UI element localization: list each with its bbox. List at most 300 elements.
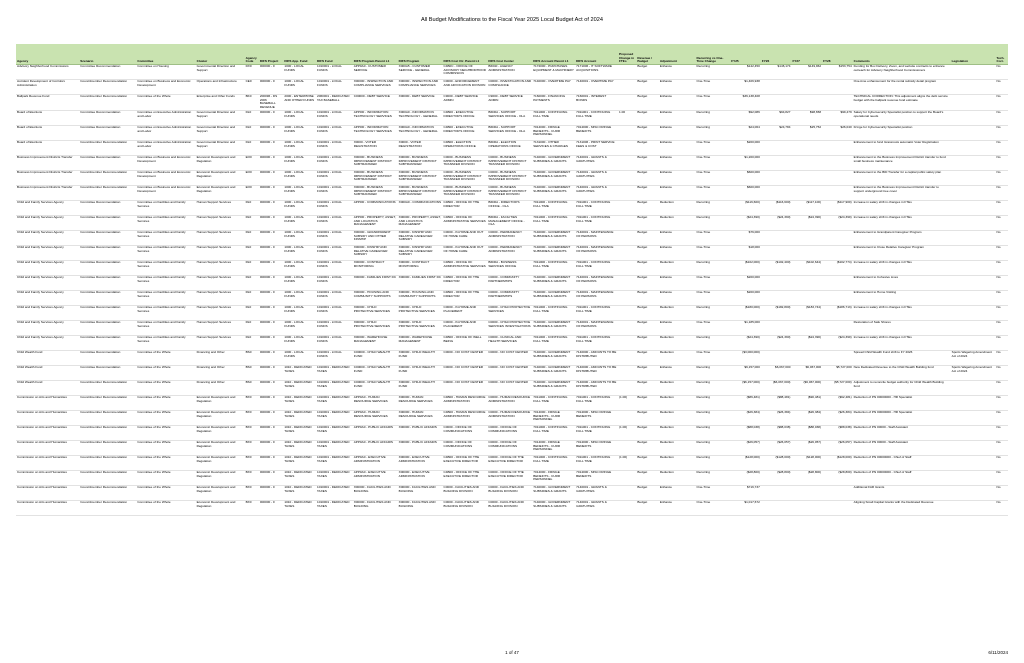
- table-cell: 7140000 - GOVERNMENT SUBSIDIES & GRANTS: [532, 365, 575, 380]
- table-cell: APP0A0 - HUMAN RESOURCE SERVICES: [353, 410, 398, 425]
- table-cell: Committee Recommendation: [79, 335, 136, 350]
- table-cell: [951, 440, 996, 455]
- table-cell: ($24,390): [791, 335, 822, 350]
- budget-table: [16, 44, 1008, 516]
- table-cell: [822, 80, 853, 95]
- table-cell: RL0: [245, 290, 259, 305]
- table-cell: ($6,157,000): [730, 380, 761, 395]
- table-cell: Increase in salary shift in changes in FTEs: [853, 215, 951, 230]
- table-cell: Child and Family Services Agency: [16, 215, 79, 230]
- table-cell: [822, 500, 853, 515]
- table-cell: Board of Elections: [16, 110, 79, 125]
- table-cell: [618, 305, 636, 320]
- table-cell: Human Support Services: [196, 305, 245, 320]
- table-cell: Budget: [636, 155, 658, 170]
- table-cell: 7140001 - OVERTIME PAY: [575, 80, 618, 95]
- table-cell: Enhance: [659, 170, 696, 185]
- table-row: [16, 110, 1008, 125]
- table-cell: 000000 - 0: [259, 65, 283, 80]
- column-header: Agency: [16, 44, 79, 65]
- table-cell: Budget: [636, 500, 658, 515]
- table-cell: [822, 170, 853, 185]
- table-cell: ($116,600): [761, 200, 792, 215]
- table-cell: Commission on Arts and Humanities: [16, 485, 79, 500]
- table-cell: [951, 485, 996, 500]
- table-cell: Child and Family Services Agency: [16, 275, 79, 290]
- table-cell: X00000 - CONTRACT MONITORING: [353, 260, 398, 275]
- table-row: [16, 230, 1008, 245]
- table-cell: $200,000: [730, 275, 761, 290]
- table-cell: 1010001 - LOCAL FUNDS: [316, 320, 353, 335]
- table-cell: EO0: [245, 185, 259, 200]
- table-cell: 7011000 - CONTINUING FULL TIME: [532, 425, 575, 440]
- table-cell: $5,727,000: [822, 365, 853, 380]
- table-cell: Child Wealth Fund: [16, 350, 79, 365]
- table-cell: Committee on Business and Economic Development: [136, 155, 195, 170]
- table-cell: No: [996, 260, 1008, 275]
- table-cell: One-Time: [696, 245, 731, 260]
- table-cell: 1010001 - DEDICATED TAXES: [316, 440, 353, 455]
- table-cell: APP0A0 - PUBLIC AFFAIRS: [353, 440, 398, 455]
- table-cell: X00000 - BUSINESS IMPROVEMENT DISTRICT SUBTRANSFER: [398, 155, 443, 170]
- table-cell: ($5,727,000): [822, 380, 853, 395]
- table-cell: Operations and Infrastructure: [196, 80, 245, 95]
- table-cell: C4B00 - OFFICE OF ADMINISTRATIVE SERVICES: [443, 215, 488, 230]
- table-cell: ($3,000,000): [730, 350, 761, 365]
- table-cell: Councilmember Recommendation: [79, 485, 136, 500]
- table-cell: [822, 155, 853, 170]
- table-cell: 7140000 - GOVERNMENT SUBSIDIES & GRANTS: [532, 170, 575, 185]
- table-cell: Governmental Direction and Support: [196, 125, 245, 140]
- table-cell: No: [996, 215, 1008, 230]
- table-cell: Enhancement to Home Visiting: [853, 290, 951, 305]
- table-cell: Economic Development and Regulation: [196, 395, 245, 410]
- table-cell: 1000 - LOCAL FUNDS: [283, 155, 316, 170]
- table-cell: Reduction of PN 00000 - Staff Assistant: [853, 425, 951, 440]
- table-cell: [822, 320, 853, 335]
- table-cell: Child and Family Services Agency: [16, 200, 79, 215]
- table-cell: Committee on Facilities and Family Services: [136, 275, 195, 290]
- table-cell: 1000 - LOCAL FUNDS: [283, 140, 316, 155]
- table-cell: Committee Recommendation: [79, 260, 136, 275]
- table-cell: 1000 - LOCAL FUNDS: [283, 275, 316, 290]
- table-cell: $1,200,000: [730, 155, 761, 170]
- table-cell: ($92,481): [822, 395, 853, 410]
- table-cell: C0000 - INVESTIGATION AND COMPLIANCE: [487, 80, 532, 95]
- table-cell: Board of Elections: [16, 140, 79, 155]
- table-cell: 1010001 - LOCAL FUNDS: [316, 335, 353, 350]
- table-cell: BX0: [245, 470, 259, 485]
- table-cell: No: [996, 350, 1008, 365]
- table-cell: 000000 - 0: [259, 200, 283, 215]
- table-cell: [791, 275, 822, 290]
- table-cell: 000000 - 0: [259, 425, 283, 440]
- table-cell: Enhance: [659, 125, 696, 140]
- table-cell: One-Time: [696, 80, 731, 95]
- table-cell: C0000 - NO COST CENTER: [487, 365, 532, 380]
- table-cell: X00000 - CHILD PROTECTIVE SERVICES: [353, 305, 398, 320]
- table-cell: Enhance: [659, 110, 696, 125]
- table-cell: Enhance: [659, 230, 696, 245]
- table-cell: ($102,774): [822, 260, 853, 275]
- table-cell: ($88,038): [761, 425, 792, 440]
- table-cell: [618, 275, 636, 290]
- table-cell: 000000 - 0: [259, 215, 283, 230]
- table-cell: $26,040: [822, 125, 853, 140]
- table-cell: ($88,038): [791, 425, 822, 440]
- table-cell: Committee on Facilities and Family Services: [136, 245, 195, 260]
- table-cell: [791, 170, 822, 185]
- table-row: [16, 80, 1008, 95]
- table-cell: 7171006 - IT SOFTWARE ACQUISITIONS: [575, 65, 618, 80]
- table-cell: Budget: [636, 245, 658, 260]
- table-cell: Committee Recommendation: [79, 215, 136, 230]
- table-row: [16, 335, 1008, 350]
- table-cell: EO0: [245, 170, 259, 185]
- table-cell: Budget: [636, 395, 658, 410]
- table-cell: 1010001 - LOCAL FUNDS: [316, 230, 353, 245]
- table-cell: Committee on Facilities and Family Services: [136, 290, 195, 305]
- table-row: [16, 425, 1008, 440]
- table-cell: C0000 - BUSINESS IMPROVEMENT DISTRICT TRANSFER DIVISION: [443, 155, 488, 170]
- table-cell: ($26,384): [761, 410, 792, 425]
- table-cell: B6040 - AGENCY ADMINISTRATION: [487, 65, 532, 80]
- table-cell: Budget: [636, 440, 658, 455]
- table-cell: 000000 - 0: [259, 395, 283, 410]
- table-cell: Fringe for Cybersecurity Specialist position: [853, 125, 951, 140]
- table-cell: [761, 95, 792, 111]
- table-cell: One-Time: [696, 140, 731, 155]
- table-cell: C0000 - OFFICE OF THE EXECUTIVE DIRECTOR: [487, 470, 532, 485]
- table-cell: Adjustment to reconcile budget authority for Child Wealth Building fund: [853, 380, 951, 395]
- table-cell: Budget: [636, 125, 658, 140]
- table-cell: Councilmember Recommendation: [79, 170, 136, 185]
- table-cell: X00000 - KINSHIP AND RELATIVE CAREGIVER SUBSIDY: [398, 230, 443, 245]
- table-cell: [618, 245, 636, 260]
- column-header: FY28: [822, 44, 853, 65]
- table-cell: [951, 185, 996, 200]
- column-header: Tech. Corr.: [996, 44, 1008, 65]
- table-cell: ($180,000): [730, 305, 761, 320]
- table-cell: BS0: [245, 365, 259, 380]
- table-cell: Committee Recommendation: [79, 110, 136, 125]
- table-cell: [791, 140, 822, 155]
- table-cell: C0000 - NO COST CENTER: [443, 380, 488, 395]
- table-cell: 7011001 - CONTINUING FULL TIME: [575, 335, 618, 350]
- table-cell: 1000 - LOCAL FUNDS: [283, 290, 316, 305]
- table-cell: Economic Development and Regulation: [196, 170, 245, 185]
- table-cell: [618, 380, 636, 395]
- table-cell: Budget: [636, 455, 658, 470]
- table-cell: Commission on Arts and Humanities: [16, 440, 79, 455]
- table-cell: Committee of the Whole: [136, 440, 195, 455]
- table-row: [16, 95, 1008, 111]
- table-cell: [791, 80, 822, 95]
- table-cell: Committee on Facilities and Family Services: [136, 200, 195, 215]
- table-cell: 7014000 - MISC FRINGE BENEFITS: [575, 410, 618, 425]
- table-cell: 7011000 - CONTINUING FULL TIME: [532, 260, 575, 275]
- table-cell: Enhancement to the Business Improvement District transfer to support underground tree cover: [853, 185, 951, 200]
- table-cell: [618, 350, 636, 365]
- table-row: [16, 350, 1008, 365]
- table-cell: Recurring: [696, 425, 731, 440]
- table-cell: Commission on Arts and Humanities: [16, 410, 79, 425]
- table-cell: Budget: [636, 365, 658, 380]
- table-cell: APP0I0 - INFORMATION TECHNOLOGY SERVICES: [353, 110, 398, 125]
- table-cell: BS0: [245, 380, 259, 395]
- table-cell: [761, 185, 792, 200]
- table-cell: Budget: [636, 380, 658, 395]
- table-cell: Recurring: [696, 455, 731, 470]
- table-cell: 7011001 - CONTINUING FULL TIME: [575, 455, 618, 470]
- table-row: [16, 260, 1008, 275]
- table-cell: $1,406,938: [730, 80, 761, 95]
- table-cell: 1010001 - LOCAL FUNDS: [316, 110, 353, 125]
- table-cell: No: [996, 170, 1008, 185]
- table-cell: 7131000 - OTHER SERVICES & CHARGES: [532, 140, 575, 155]
- table-cell: 7140000 - GOVERNMENT SUBSIDIES & GRANTS: [532, 350, 575, 365]
- table-cell: Additional FAR Grants: [853, 485, 951, 500]
- table-cell: $716,737: [730, 485, 761, 500]
- table-cell: [791, 290, 822, 305]
- table-cell: [761, 320, 792, 335]
- table-cell: Human Support Services: [196, 200, 245, 215]
- table-cell: Enhancement to Cohesive Lives: [853, 275, 951, 290]
- table-cell: Budget: [636, 275, 658, 290]
- table-row: [16, 245, 1008, 260]
- table-cell: Recurring: [696, 305, 731, 320]
- table-cell: C4B00 - OFFICE OF THE EXECUTIVE DIRECTOR: [443, 470, 488, 485]
- table-cell: ($28,800): [791, 470, 822, 485]
- table-cell: 1010001 - DEDICATED TAXES: [316, 410, 353, 425]
- table-cell: No: [996, 395, 1008, 410]
- table-cell: Committee Recommendation: [79, 365, 136, 380]
- table-cell: $98,658: [791, 110, 822, 125]
- table-cell: [951, 275, 996, 290]
- table-cell: 000000 - 0: [259, 335, 283, 350]
- table-cell: Commission on Arts and Humanities: [16, 500, 79, 515]
- table-cell: Councilmember Recommendation: [79, 500, 136, 515]
- table-cell: Board of Elections: [16, 125, 79, 140]
- table-row: [16, 275, 1008, 290]
- table-cell: [791, 350, 822, 365]
- table-cell: [822, 290, 853, 305]
- table-cell: 1010 - DEDICATED TAXES: [283, 440, 316, 455]
- table-cell: [618, 140, 636, 155]
- table-cell: Budget: [636, 305, 658, 320]
- table-cell: $24,784: [761, 125, 792, 140]
- table-row: [16, 455, 1008, 470]
- column-header: Proposed Change in FTEs: [618, 44, 636, 65]
- table-cell: Committee of the Whole: [136, 455, 195, 470]
- table-cell: Budget: [636, 200, 658, 215]
- table-cell: 1000 - LOCAL FUNDS: [283, 230, 316, 245]
- table-cell: Child and Family Services Agency: [16, 305, 79, 320]
- column-header: DIFS Account: [575, 44, 618, 65]
- table-cell: 1010001 - DEDICATED TAXES: [316, 500, 353, 515]
- table-cell: 7140000 - GOVERNMENT SUBSIDIES & GRANTS: [532, 155, 575, 170]
- table-cell: Reduction: [659, 305, 696, 320]
- table-cell: X00000 - CHILD WEALTH FUND: [398, 350, 443, 365]
- column-header: FY25: [730, 44, 761, 65]
- table-cell: ($117,900): [822, 200, 853, 215]
- table-cell: 7011000 - CONTINUING FULL TIME: [532, 395, 575, 410]
- table-cell: [761, 500, 792, 515]
- table-cell: X00000 - INSPECTION AND COMPLIANCE SERVICES: [353, 80, 398, 95]
- table-cell: X00000 - DEBT SERVICE: [398, 95, 443, 111]
- table-cell: No: [996, 245, 1008, 260]
- table-cell: X00000 - FAMILIES FIRST DC: [353, 275, 398, 290]
- table-cell: $18,000: [730, 245, 761, 260]
- table-cell: 200096 - DS 2006 BASEBALL REVENUE: [259, 95, 283, 111]
- table-cell: 7011000 - CONTINUING FULL TIME: [532, 305, 575, 320]
- table-cell: [791, 320, 822, 335]
- table-cell: 7011001 - CONTINUING FULL TIME: [575, 395, 618, 410]
- table-cell: C4B00 - ELECTION OPERATIONS OFFICE: [443, 140, 488, 155]
- table-cell: C0000 - OFFICE OF COMMUNICATIONS: [443, 440, 488, 455]
- table-cell: Committee on Facilities and Family Services: [136, 230, 195, 245]
- table-cell: RL0: [245, 275, 259, 290]
- table-cell: C4B00 - OFFICE OF ADMINISTRATIVE SERVICES: [443, 260, 488, 275]
- table-cell: Financing and Other: [196, 380, 245, 395]
- table-cell: 7011000 - CONTINUING FULL TIME: [532, 455, 575, 470]
- table-cell: No: [996, 200, 1008, 215]
- table-cell: [618, 215, 636, 230]
- table-cell: [951, 380, 996, 395]
- table-cell: X00000 - HUMAN RESOURCE SERVICES: [398, 410, 443, 425]
- table-cell: Ballpark Revenue Fund: [16, 95, 79, 111]
- table-cell: 000000 - 0: [259, 410, 283, 425]
- table-cell: Spread Child Wealth Fund shift to FY 2026: [853, 350, 951, 365]
- table-cell: X00000 - FACILITIES AND BUILDING: [353, 485, 398, 500]
- table-cell: C0000 - CLINICAL AND HEALTH SERVICES: [487, 335, 532, 350]
- table-cell: [822, 140, 853, 155]
- table-cell: 7160001 - INTEREST BONDS: [575, 95, 618, 111]
- table-cell: 1000 - LOCAL FUNDS: [283, 170, 316, 185]
- table-cell: [761, 290, 792, 305]
- table-cell: Budget: [636, 320, 658, 335]
- table-cell: C0000 - OFFICE OF COMMUNICATIONS: [487, 425, 532, 440]
- table-cell: 1010 - DEDICATED TAXES: [283, 365, 316, 380]
- table-cell: ($28,800): [761, 470, 792, 485]
- table-cell: B6D0A - DIRECTOR'S OFFICE - OLA: [487, 200, 532, 215]
- table-cell: Enhancement to Grandparent Caregiver Program: [853, 230, 951, 245]
- table-cell: 7140000 - GOVERNMENT SUBSIDIES & GRANTS: [532, 185, 575, 200]
- table-cell: One-Time: [696, 155, 731, 170]
- table-cell: Committee on Facilities and Family Services: [136, 335, 195, 350]
- table-cell: 000000 - 0: [259, 230, 283, 245]
- table-cell: One-Time: [696, 350, 731, 365]
- table-cell: Committee of the Whole: [136, 470, 195, 485]
- table-cell: X00000 - PUBLIC AFFAIRS: [398, 440, 443, 455]
- table-cell: 000000 - 0: [259, 500, 283, 515]
- table-cell: [951, 500, 996, 515]
- table-cell: 1000 - LOCAL FUNDS: [283, 245, 316, 260]
- table-cell: 1010001 - LOCAL FUNDS: [316, 65, 353, 80]
- column-header: DIFS Account Parent L1: [532, 44, 575, 65]
- table-cell: [951, 395, 996, 410]
- table-cell: [951, 200, 996, 215]
- table-cell: CE0: [245, 80, 259, 95]
- table-cell: 1010 - DEDICATED TAXES: [283, 500, 316, 515]
- table-cell: ($102,000): [730, 260, 761, 275]
- table-cell: BX0: [245, 455, 259, 470]
- table-cell: C0000 - FACILITIES AND BUILDING DIVISION: [443, 485, 488, 500]
- table-cell: Human Support Services: [196, 230, 245, 245]
- table-cell: Committee of the Whole: [136, 350, 195, 365]
- table-cell: Reduction: [659, 395, 696, 410]
- table-cell: Reduction: [659, 410, 696, 425]
- table-cell: [951, 95, 996, 111]
- table-cell: [618, 410, 636, 425]
- table-row: [16, 215, 1008, 230]
- column-header: FY26: [761, 44, 792, 65]
- table-cell: X00000 - FACILITIES AND BUILDING: [398, 485, 443, 500]
- column-header: DIFS Cost Center: [487, 44, 532, 65]
- table-cell: 1000 - LOCAL FUNDS: [283, 350, 316, 365]
- table-cell: Committee Recommendation: [79, 305, 136, 320]
- table-cell: C0000 - FACILITIES AND BUILDING DIVISION: [487, 500, 532, 515]
- table-cell: Reduction of PN 00000000 - HR Specialist: [853, 410, 951, 425]
- table-cell: C0000 - OFFICE OF THE EXECUTIVE DIRECTOR: [487, 455, 532, 470]
- table-cell: $99,479: [822, 110, 853, 125]
- table-cell: X00000 - CONTRACT MONITORING: [398, 260, 443, 275]
- table-cell: X00000 - BUSINESS IMPROVEMENT DISTRICT SUBTRANSFER: [353, 155, 398, 170]
- table-cell: 7011001 - CONTINUING FULL TIME: [575, 425, 618, 440]
- table-cell: 7011001 - CONTINUING FULL TIME: [575, 305, 618, 320]
- table-cell: C00000 - DEBT SERVICE: [353, 95, 398, 111]
- table-cell: [618, 320, 636, 335]
- table-cell: BX0: [245, 425, 259, 440]
- table-cell: [618, 125, 636, 140]
- table-cell: No: [996, 185, 1008, 200]
- column-header: Cluster: [196, 44, 245, 65]
- table-cell: No: [996, 410, 1008, 425]
- table-cell: 000000 - 0: [259, 365, 283, 380]
- table-cell: [761, 155, 792, 170]
- table-cell: Economic Development and Regulation: [196, 470, 245, 485]
- table-cell: C0000 - BUSINESS IMPROVEMENT DISTRICT TRANSFER DIVISION: [487, 170, 532, 185]
- table-cell: X00000 - HUMAN RESOURCE SERVICES: [398, 395, 443, 410]
- table-cell: Committee of the Whole: [136, 485, 195, 500]
- table-cell: Reduction: [659, 200, 696, 215]
- table-cell: 000000 - 0: [259, 110, 283, 125]
- table-cell: Councilmember Recommendation: [79, 470, 136, 485]
- table-cell: C00000 - CHILD WEALTH FUND: [353, 350, 398, 365]
- table-cell: 000000 - 0: [259, 155, 283, 170]
- table-cell: DL0: [245, 140, 259, 155]
- table-cell: Recurring: [696, 410, 731, 425]
- table-cell: Economic Development and Regulation: [196, 185, 245, 200]
- table-cell: [761, 80, 792, 95]
- table-cell: X00000 - GRANDPARENT SUBSIDY AND OTHER KINSHIP: [353, 230, 398, 245]
- table-cell: C00000 - CHILD WEALTH FUND: [353, 380, 398, 395]
- table-row: [16, 395, 1008, 410]
- table-cell: 000000 - 0: [259, 350, 283, 365]
- table-cell: Recurring: [696, 260, 731, 275]
- column-header: DIFS Program: [398, 44, 443, 65]
- table-cell: X00000 - PROPERTY, ASSET, AND LOGISTICS MANAGEMENT: [398, 215, 443, 230]
- table-cell: Enhance: [659, 320, 696, 335]
- table-cell: 7140001 - GRANTS & GRATUITIES: [575, 155, 618, 170]
- table-cell: ($102,644): [791, 260, 822, 275]
- table-cell: Councilmember Recommendation: [79, 185, 136, 200]
- table-cell: Committee of the Whole: [136, 410, 195, 425]
- table-cell: TECHNICAL CORRECTION: This adjustment aligns the debt service budget with the ballpark revenue fund estimate: [853, 95, 951, 111]
- table-cell: 1000 - LOCAL FUNDS: [283, 320, 316, 335]
- table-cell: No: [996, 230, 1008, 245]
- table-cell: Economic Development and Regulation: [196, 455, 245, 470]
